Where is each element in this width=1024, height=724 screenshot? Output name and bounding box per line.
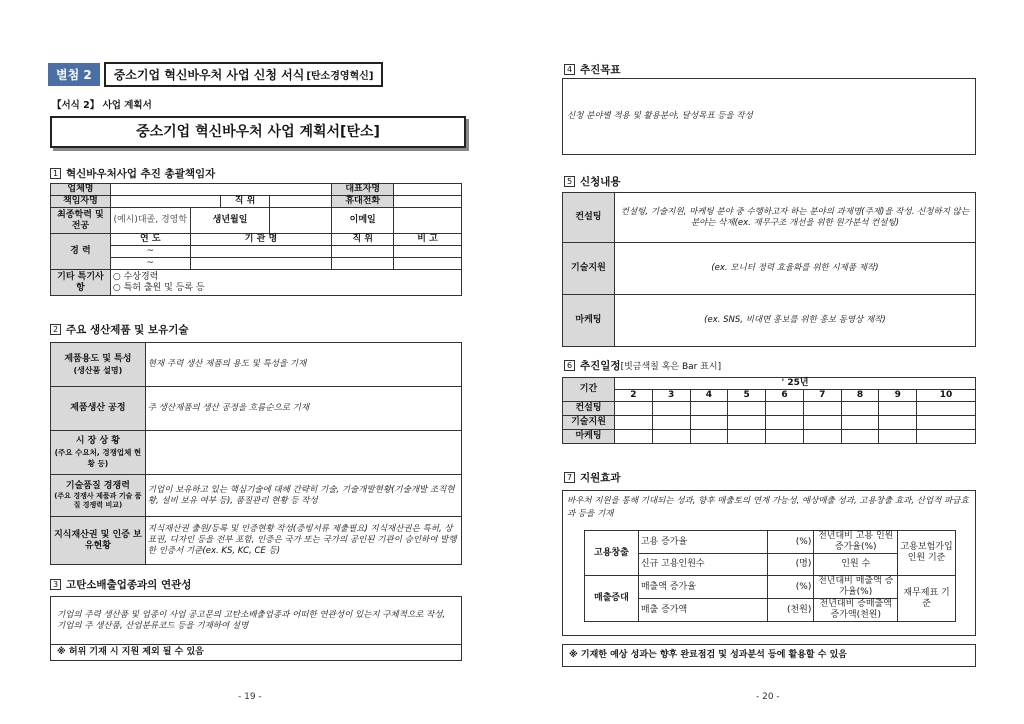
- page-number-left: - 19 -: [238, 692, 262, 702]
- section-2-num: 2: [50, 324, 61, 335]
- manager-value[interactable]: [110, 196, 220, 208]
- year-label: ' 25년: [615, 378, 976, 390]
- marketing-desc[interactable]: (ex. SNS, 비대면 홍보를 위한 홍보 동영상 제작): [614, 295, 975, 347]
- section-5-heading: [564, 174, 621, 189]
- section-4-num: 4: [564, 64, 575, 75]
- email-label: 이메일: [332, 208, 394, 234]
- section-7-heading: [564, 470, 621, 485]
- schedule-cell[interactable]: [652, 430, 690, 444]
- etc-item-awards: ○ 수상경력: [112, 271, 159, 282]
- ip-title: 지식재산권 및 인증 보유현황: [54, 529, 142, 551]
- section-6-title: [580, 358, 721, 373]
- market-desc[interactable]: [145, 431, 461, 475]
- career-row-1-position[interactable]: [332, 246, 394, 258]
- process-title: 제품생산 공정: [70, 403, 126, 413]
- section-7-title: 지원효과: [580, 472, 621, 484]
- application-table: [562, 192, 976, 347]
- schedule-cell[interactable]: [766, 402, 804, 416]
- schedule-table: [562, 377, 976, 444]
- sales-rate-item: 매출액 증가율: [638, 576, 768, 599]
- section-6-heading: [564, 358, 721, 373]
- mobile-label: 휴대전화: [332, 196, 394, 208]
- schedule-cell[interactable]: [841, 430, 879, 444]
- career-header-year: 연 도: [110, 234, 190, 246]
- schedule-cell[interactable]: [803, 430, 841, 444]
- edu-label: 최종학력 및 전공: [51, 208, 111, 234]
- tech-support-label: 기술지원: [563, 243, 615, 295]
- product-usage-label: [51, 343, 146, 387]
- etc-value[interactable]: [110, 270, 461, 296]
- manager-table: [50, 183, 462, 296]
- month-7: 7: [803, 390, 841, 402]
- product-usage-desc[interactable]: 현재 주력 생산 제품의 용도 및 특성을 기재: [145, 343, 461, 387]
- schedule-cell[interactable]: [917, 416, 976, 430]
- schedule-cell[interactable]: [879, 430, 917, 444]
- sales-amount-item: 매출 증가액: [638, 599, 768, 622]
- tech-title: 기술품질 경쟁력: [65, 481, 130, 491]
- section-5-title: 신청내용: [580, 176, 621, 188]
- finance-std: 재무제표 기준: [898, 576, 956, 622]
- section-1-num: 1: [50, 168, 61, 179]
- month-9: 9: [879, 390, 917, 402]
- period-label: 기간: [563, 378, 615, 402]
- effect-desc[interactable]: 바우처 지원을 통해 기대되는 성과, 향후 매출토의 연계 가능성, 예상매출 성과, 고용창출 효과, 산업적 파급효과 등을 기재: [567, 496, 969, 519]
- schedule-cell[interactable]: [879, 402, 917, 416]
- goal-desc[interactable]: 신청 분야별 적용 및 활용분야, 달성목표 등을 작성: [563, 79, 976, 155]
- section-2-title: 주요 생산제품 및 보유기술: [66, 324, 189, 336]
- birth-value[interactable]: [270, 208, 332, 234]
- manager-label: 책임자명: [51, 196, 111, 208]
- schedule-cell[interactable]: [615, 430, 653, 444]
- section-7-num: 7: [564, 472, 575, 483]
- header-title: 중소기업 혁신바우처 사업 신청 서식: [113, 68, 305, 82]
- section-1-heading: [50, 166, 215, 181]
- effect-table: [584, 530, 956, 622]
- career-row-2-year[interactable]: ~: [110, 258, 190, 270]
- employment-label: 고용창출: [585, 531, 639, 576]
- month-10: 10: [917, 390, 976, 402]
- section-4-title: 추진목표: [580, 64, 621, 76]
- section-4-heading: [564, 62, 621, 77]
- etc-item-patents: ○ 특허 출원 및 등록 등: [112, 282, 205, 293]
- schedule-cell[interactable]: [652, 416, 690, 430]
- employment-rate-item: 고용 증가율: [638, 531, 768, 554]
- product-usage-sub: (생산품 설명): [73, 365, 123, 375]
- tech-sub: (주요 경쟁사 제품과 기술 품질 경쟁력 비교): [54, 492, 142, 509]
- section-6-num: 6: [564, 360, 575, 371]
- ip-desc[interactable]: 지식재산권 출원/등록 및 인증현황 작성(증빙서류 제출필요) 지식재산권은 특허, 상표권, 디자인 등을 전부 포함, 인증은 국가 또는 국가의 공인된 기관이 승인하여 발행한 인증서 기준(ex. KS, KC, CE 등): [145, 517, 461, 565]
- relevance-desc[interactable]: 기업의 주력 생산품 및 업종이 사업 공고문의 고탄소배출업종과 어떠한 연관성이 있는지 구체적으로 작성, 기업의 주 생산품, 산업분류코드 등을 기재하여 설명: [51, 597, 462, 645]
- schedule-cell[interactable]: [879, 416, 917, 430]
- header-title-box: [104, 62, 384, 87]
- email-value[interactable]: [394, 208, 462, 234]
- schedule-cell[interactable]: [615, 416, 653, 430]
- market-label: [51, 431, 146, 475]
- sales-label: 매출증대: [585, 576, 639, 622]
- process-label: [51, 387, 146, 431]
- schedule-cell[interactable]: [917, 430, 976, 444]
- market-sub: (주요 수요처, 경쟁업체 현황 등): [54, 448, 142, 468]
- appendix-badge: 별첨 2: [48, 63, 100, 86]
- sales-rate-unit[interactable]: (%): [768, 576, 814, 599]
- ceo-value[interactable]: [394, 184, 462, 196]
- effect-note-table: [562, 644, 976, 667]
- career-row-2-org[interactable]: [190, 258, 332, 270]
- sales-amount-unit[interactable]: (천원): [768, 599, 814, 622]
- career-header-note: 비 고: [394, 234, 462, 246]
- section-1-title: 혁신바우처사업 추진 총괄책임자: [66, 168, 216, 180]
- goal-table: [562, 78, 976, 155]
- consulting-label: 컨설팅: [563, 193, 615, 243]
- career-header-position: 직 위: [332, 234, 394, 246]
- schedule-cell[interactable]: [690, 402, 728, 416]
- career-row-2-note[interactable]: [394, 258, 462, 270]
- schedule-row-marketing: 마케팅: [563, 430, 615, 444]
- form-label: 【서식 2】 사업 계획서: [52, 100, 152, 111]
- section-6-title-suffix: [빗금색칠 혹은 Bar 표시]: [620, 362, 722, 372]
- company-label: 업체명: [51, 184, 111, 196]
- schedule-row-tech: 기술지원: [563, 416, 615, 430]
- schedule-cell[interactable]: [841, 416, 879, 430]
- relevance-table: [50, 596, 462, 661]
- new-hires-basis: 인원 수: [814, 554, 898, 576]
- marketing-label: 마케팅: [563, 295, 615, 347]
- schedule-cell[interactable]: [803, 416, 841, 430]
- schedule-cell[interactable]: [690, 430, 728, 444]
- right-page: [512, 0, 1024, 724]
- schedule-row-consulting: 컨설팅: [563, 402, 615, 416]
- etc-label: 기타 특기사항: [51, 270, 111, 296]
- new-hires-item: 신규 고용인원수: [638, 554, 768, 576]
- section-5-num: 5: [564, 176, 575, 187]
- career-row-1-note[interactable]: [394, 246, 462, 258]
- section-3-heading: [50, 577, 191, 592]
- new-hires-unit[interactable]: (명): [768, 554, 814, 576]
- sales-amount-basis: 전년대비 증매출액 증가액(천원): [814, 599, 898, 622]
- career-header-org: 기 관 명: [190, 234, 332, 246]
- sales-rate-basis: 전년대비 매출액 증가율(%): [814, 576, 898, 599]
- month-3: 3: [652, 390, 690, 402]
- schedule-cell[interactable]: [766, 416, 804, 430]
- schedule-cell[interactable]: [728, 416, 766, 430]
- section-3-title: 고탄소배출업종과의 연관성: [66, 579, 192, 591]
- employment-rate-basis: 전년대비 고용 인원 증가율(%): [814, 531, 898, 554]
- schedule-cell[interactable]: [766, 430, 804, 444]
- tech-support-desc[interactable]: (ex. 모니터 정력 효율화를 위한 시제품 제작): [614, 243, 975, 295]
- career-label: 경 력: [51, 234, 111, 270]
- section-3-num: 3: [50, 579, 61, 590]
- schedule-cell[interactable]: [803, 402, 841, 416]
- month-4: 4: [690, 390, 728, 402]
- birth-label: 생년월일: [190, 208, 270, 234]
- employment-std: 고용보험가입 인원 기준: [898, 531, 956, 576]
- relevance-note: ※ 허위 기재 시 지원 제외 될 수 있음: [51, 645, 462, 661]
- career-row-1-org[interactable]: [190, 246, 332, 258]
- schedule-cell[interactable]: [652, 402, 690, 416]
- career-row-2-position[interactable]: [332, 258, 394, 270]
- schedule-cell[interactable]: [615, 402, 653, 416]
- page-number-right: - 20 -: [756, 692, 780, 702]
- tech-label: [51, 475, 146, 517]
- tech-desc[interactable]: 기업이 보유하고 있는 핵심기술에 대해 간략히 기술, 기술개발현황(기술개발 조직현황, 설비 보유 여부 등), 품질관리 현황 등 작성: [145, 475, 461, 517]
- effect-note: ※ 기재한 예상 성과는 향후 완료점검 및 성과분석 등에 활용할 수 있음: [563, 645, 976, 667]
- process-desc[interactable]: 주 생산제품의 생산 공정을 흐름순으로 기재: [145, 387, 461, 431]
- header-suffix: [탄소경영혁신]: [306, 71, 374, 82]
- section-6-title-text: 추진일정: [580, 360, 621, 372]
- month-2: 2: [615, 390, 653, 402]
- ip-label: [51, 517, 146, 565]
- section-2-heading: [50, 322, 189, 337]
- schedule-cell[interactable]: [728, 402, 766, 416]
- product-usage-title: 제품용도 및 특성: [64, 353, 132, 364]
- doc-title: 중소기업 혁신바우처 사업 계획서[탄소]: [50, 116, 466, 148]
- employment-rate-unit[interactable]: (%): [768, 531, 814, 554]
- month-5: 5: [728, 390, 766, 402]
- mobile-value[interactable]: [394, 196, 462, 208]
- consulting-desc[interactable]: 컨설팅, 기술지원, 마케팅 분야 중 수행하고자 하는 분야의 과제명(주제)을 작성. 신청하지 않는 분야는 삭제(ex. 재무구조 개선을 위한 원가분석 컨설팅): [614, 193, 975, 243]
- ceo-label: 대표자명: [332, 184, 394, 196]
- schedule-cell[interactable]: [690, 416, 728, 430]
- position-label: 직 위: [220, 196, 270, 208]
- schedule-cell[interactable]: [841, 402, 879, 416]
- month-6: 6: [766, 390, 804, 402]
- schedule-cell[interactable]: [728, 430, 766, 444]
- company-value[interactable]: [110, 184, 331, 196]
- edu-value[interactable]: (예시)대졸, 경영학: [110, 208, 190, 234]
- market-title: 시 장 상 황: [75, 436, 120, 446]
- product-table: [50, 342, 462, 565]
- position-value[interactable]: [270, 196, 332, 208]
- career-row-1-year[interactable]: ~: [110, 246, 190, 258]
- month-8: 8: [841, 390, 879, 402]
- schedule-cell[interactable]: [917, 402, 976, 416]
